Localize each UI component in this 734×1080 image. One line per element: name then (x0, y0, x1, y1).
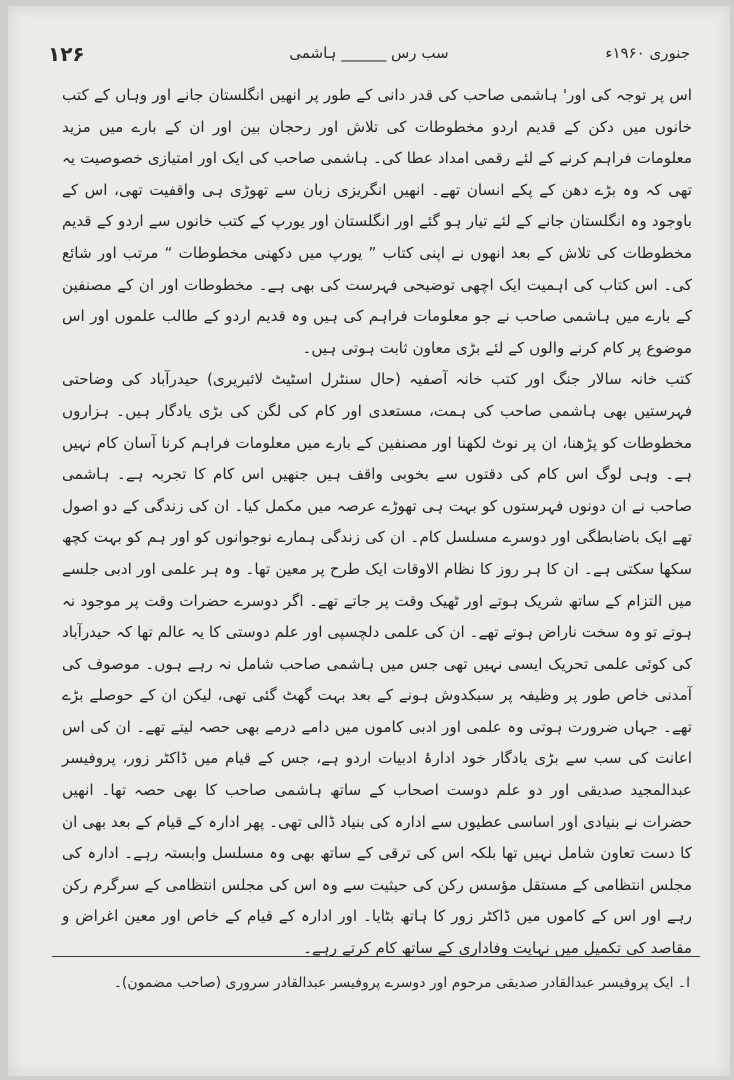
paragraph-1: اس پر توجہ کی اور' ہاشمی صاحب کی قدر دانی کے طور پر انھیں انگلستان جانے اور وہاں کے کتب خانوں میں دکن کے قدیم اردو مخطوطات کی تلاش اور رحجان بین اور ان کے بارے میں مزید معلومات فراہم کرنے کے لئے رقمی امداد عطا کی۔ ہاشمی صاحب کی ایک اور امتیازی خصوصیت یہ تھی کہ وہ بڑے دھن کے پکے انسان تھے۔ انھیں انگریزی زبان سے تھوڑی ہی واقفیت تھی، اس کے باوجود وہ انگلستان جانے کے لئے تیار ہو گئے اور انگلستان اور یورپ کے کتب خانوں سے اردو کے قدیم مخطوطات کی تلاش کے بعد انھوں نے اپنی کتاب ” یورپ میں دکھنی مخطوطات “ مرتب اور شائع کی۔ اس کتاب کی اہمیت ایک اچھی توضیحی فہرست کی بھی ہے۔ مخطوطات اور ان کے مصنفین کے بارے میں ہاشمی صاحب نے جو معلومات فراہم کی ہیں وہ قدیم اردو کے طالب علموں اور اس موضوع پر کام کرنے والوں کے لئے بڑی معاون ثابت ہوتی ہیں۔ (62, 86, 692, 357)
page-number: ۱۲۶ (48, 42, 85, 66)
paragraph-2: کتب خانہ سالار جنگ اور کتب خانہ آصفیہ (حال سنٹرل اسٹیٹ لائبریری) حیدرآباد کی وضاحتی فہرستیں بھی ہاشمی صاحب کی ہمت، مستعدی اور کام کی لگن کی بڑی یادگار ہیں۔ ہزاروں مخطوطات کو پڑھنا، ان پر نوٹ لکھنا اور مصنفین کے بارے میں معلومات فراہم کرنا آسان کام نہیں ہے۔ وہی لوگ اس کام کی دقتوں سے بخوبی واقف ہیں جنھیں اس کام کا تجربہ ہے۔ ہاشمی صاحب نے ان دونوں فہرستوں کو بہت ہی تھوڑے عرصہ میں مکمل کیا۔ ان کی زندگی کے دو اصول تھے ایک باضابطگی اور دوسرے مسلسل کام۔ ان کی زندگی ہمارے نوجوانوں کو اور ہم کو بہت کچھ سکھا سکتی ہے۔ ان کا ہر روز کا نظام الاوقات ایک طرح پر معین تھا۔ وہ ہر علمی اور ادبی جلسے میں التزام کے ساتھ شریک ہوتے اور ٹھیک وقت پر جاتے تھے۔ اگر دوسرے حضرات وقت پر موجود نہ ہوتے تو وہ سخت ناراض ہوتے تھے۔ ان کی علمی دلچسپی اور علم دوستی کا یہ عالم تھا کہ حیدرآباد کی کوئی علمی تحریک ایسی نہیں تھی جس میں ہاشمی صاحب شامل نہ رہے ہوں۔ موصوف کی آمدنی خاص طور پر وظیفہ پر سبکدوش ہونے کے بعد بہت گھٹ گئی تھی، لیکن ان کے حوصلے بڑے تھے۔ جہاں ضرورت ہوتی وہ علمی اور ادبی کاموں میں دامے درمے بھی حصہ لیتے تھے۔ ان کی اس اعانت کی سب سے بڑی یادگار خود ادارۂ ادبیات اردو ہے، جس کے قیام میں ڈاکٹر زور، پروفیسر عبدالمجید صدیقی اور دو علم دوست اصحاب کے ساتھ ہاشمی صاحب کا بھی حصہ تھا۔ انھیں حضرات نے بنیادی اور اساسی عطیوں سے ادارہ کی بنیاد ڈالی تھی۔ پھر ادارہ کے قیام کے بعد بھی ان کا دست تعاون شامل نہیں تھا بلکہ اس کی ترقی کے ساتھ بھی وہ مسلسل وابستہ رہے۔ ادارہ کی مجلس انتظامی کے مستقل مؤسس رکن کی حیثیت سے وہ اس کی مجلس انتظامی کے سرگرم رکن رہے اور اس کے کاموں میں ڈاکٹر زور کا ہاتھ بٹایا۔ اور ادارہ کے قیام کے خاص اور معین اغراض و مقاصد کی تکمیل میں نہایت وفاداری کے ساتھ کام کرتے رہے۔ (62, 370, 692, 958)
page-header (38, 42, 700, 72)
running-title: سب رس ______ ہاشمی (289, 44, 449, 62)
article-body (62, 80, 692, 965)
scanned-page (8, 6, 730, 1076)
footnote: ا۔ ایک پروفیسر عبدالقادر صدیقی مرحوم اور دوسرے پروفیسر عبدالقادر سروری (صاحب مضمون)۔ (113, 975, 690, 991)
footnote-divider (52, 956, 700, 957)
issue-date: جنوری ۱۹۶۰ء (605, 44, 690, 62)
